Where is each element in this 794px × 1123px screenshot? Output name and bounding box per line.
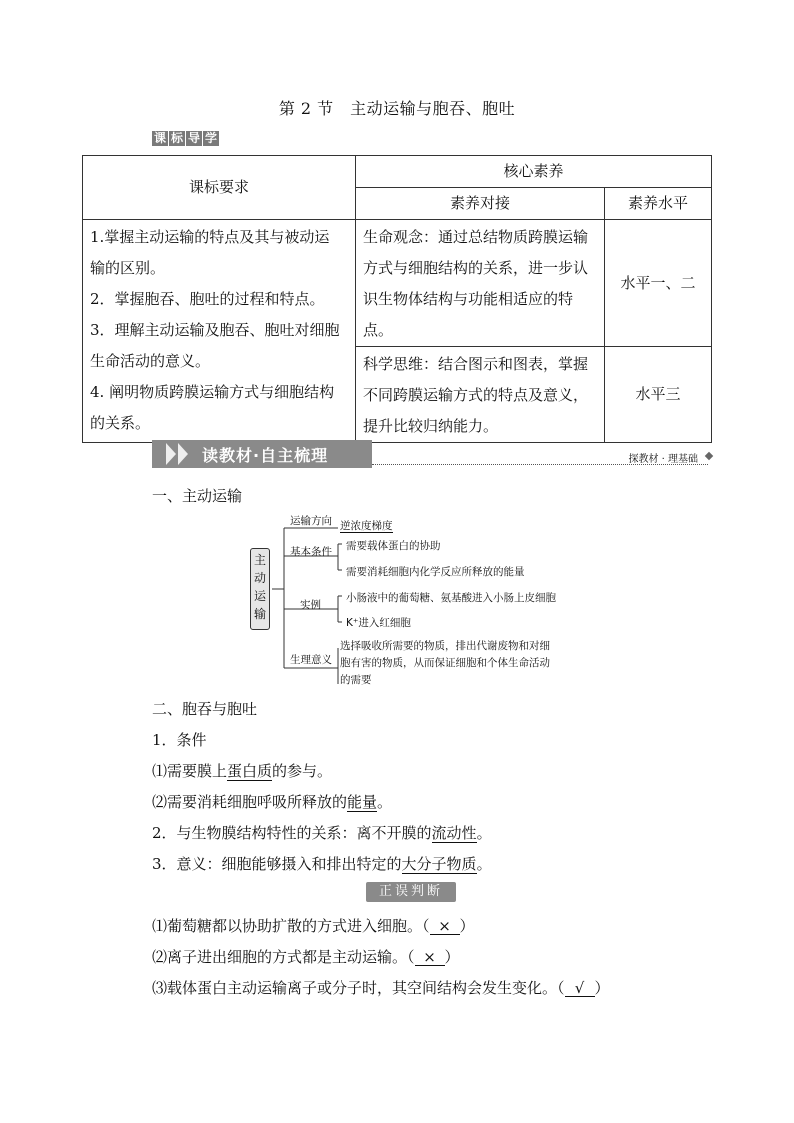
tag-char: 课	[153, 131, 166, 145]
text: 3．意义：细胞能够摄入和排出特定的	[152, 855, 402, 873]
level-cell: 水平一、二	[605, 220, 712, 347]
match-line: 点。	[363, 321, 394, 339]
tag-char: 标	[170, 131, 183, 145]
answer-mark: √	[565, 980, 595, 997]
branch-item: 小肠液中的葡萄糖、氨基酸进入小肠上皮细胞	[346, 592, 556, 604]
condition-heading: 1．条件	[152, 731, 207, 749]
match-line: 识生物体结构与功能相适应的特	[363, 290, 574, 308]
text: ⑵离子进出细胞的方式都是主动运输。（	[152, 948, 415, 966]
header-match: 素养对接	[356, 188, 605, 220]
banner-title: 读教材·自主梳理	[202, 446, 329, 465]
match-line: 生命观念：通过总结物质跨膜运输	[363, 228, 589, 246]
branch-label: 实例	[300, 599, 321, 611]
root-char: 输	[253, 607, 266, 621]
meaning-item	[152, 853, 492, 874]
text: ⑵需要消耗细胞呼吸所释放的	[152, 793, 348, 811]
section-banner	[152, 440, 712, 468]
text: ⑶载体蛋白主动运输离子或分子时，其空间结构会发生变化。（	[152, 979, 565, 997]
judge-title: 正误判断	[366, 882, 456, 902]
requirement-line: 2．掌握胞吞、胞吐的过程和特点。	[90, 290, 325, 308]
chevron-icon	[166, 443, 176, 465]
match-line: 提升比较归纳能力。	[363, 417, 499, 435]
level-cell: 水平三	[605, 347, 712, 443]
match-cell	[356, 220, 605, 347]
requirement-line: 1.掌握主动运输的特点及其与被动运	[90, 228, 330, 246]
section-tag	[152, 131, 220, 146]
branch-item	[340, 518, 393, 533]
header-level: 素养水平	[605, 188, 712, 220]
text: 。	[377, 793, 393, 811]
judgement-item	[152, 946, 460, 967]
judgement-item	[152, 977, 610, 998]
text: ）	[594, 979, 610, 997]
condition-item	[152, 760, 332, 781]
branch-item: K⁺进入红细胞	[346, 617, 411, 629]
concept-diagram	[250, 508, 590, 688]
branch-item: 需要载体蛋白的协助	[346, 540, 441, 552]
answer-text: 流动性	[431, 824, 477, 842]
text: 2．与生物膜结构特性的关系：离不开膜的	[152, 824, 432, 842]
requirement-line: 生命活动的意义。	[90, 352, 211, 370]
answer-mark: ×	[430, 918, 460, 935]
text: ）	[459, 917, 475, 935]
judgement-item	[152, 915, 475, 936]
tag-char: 导	[187, 131, 200, 145]
requirement-line: 3．理解主动运输及胞吞、胞吐对细胞	[90, 321, 340, 339]
branch-item: 选择吸收所需要的物质，排出代谢废物和对细	[340, 640, 550, 652]
requirement-line: 4. 阐明物质跨膜运输方式与细胞结构	[90, 383, 335, 401]
requirement-line: 输的区别。	[90, 259, 166, 277]
branch-label: 运输方向	[290, 515, 332, 527]
relation-item	[152, 822, 492, 843]
answer-text: 能量	[347, 793, 378, 811]
answer-mark: ×	[415, 949, 445, 966]
curriculum-table	[82, 155, 712, 443]
page-title: 第 2 节 主动运输与胞吞、胞吐	[278, 99, 516, 118]
match-line: 科学思维：结合图示和图表，掌握	[363, 355, 589, 373]
branch-item-text: 逆浓度梯度	[340, 520, 393, 532]
requirement-line: 的关系。	[90, 414, 151, 432]
answer-text: 大分子物质	[401, 855, 477, 873]
chevron-icon	[178, 443, 188, 465]
banner-bar	[152, 440, 372, 468]
branch-label: 基本条件	[290, 546, 332, 558]
text: 。	[476, 855, 492, 873]
text: ⑴葡萄糖都以协助扩散的方式进入细胞。（	[152, 917, 430, 935]
match-line: 不同跨膜运输方式的特点及意义，	[363, 386, 589, 404]
answer-text: 蛋白质	[227, 762, 273, 780]
root-char: 运	[253, 589, 266, 603]
match-cell	[356, 347, 605, 443]
branch-item: 需要消耗细胞内化学反应所释放的能量	[346, 566, 525, 578]
diamond-icon	[705, 452, 713, 460]
requirements-cell	[83, 220, 356, 443]
header-requirements: 课标要求	[83, 156, 356, 220]
condition-item	[152, 791, 392, 812]
tag-char: 学	[204, 131, 217, 145]
branch-item: 的需要	[340, 674, 372, 686]
root-char: 主	[253, 553, 266, 567]
text: 的参与。	[272, 762, 333, 780]
header-core: 核心素养	[356, 156, 712, 188]
text: 。	[476, 824, 492, 842]
section-heading: 二、胞吞与胞吐	[152, 700, 258, 718]
text: ）	[444, 948, 460, 966]
section-heading: 一、主动运输	[152, 487, 243, 505]
branch-label: 生理意义	[290, 654, 332, 666]
text: ⑴需要膜上	[152, 762, 228, 780]
banner-subtitle: 探教材 · 理基础	[628, 454, 698, 465]
root-char: 动	[253, 571, 266, 585]
match-line: 方式与细胞结构的关系，进一步认	[363, 259, 589, 277]
diagram-root	[250, 548, 270, 630]
branch-item: 胞有害的物质，从而保证细胞和个体生命活动	[340, 657, 550, 669]
